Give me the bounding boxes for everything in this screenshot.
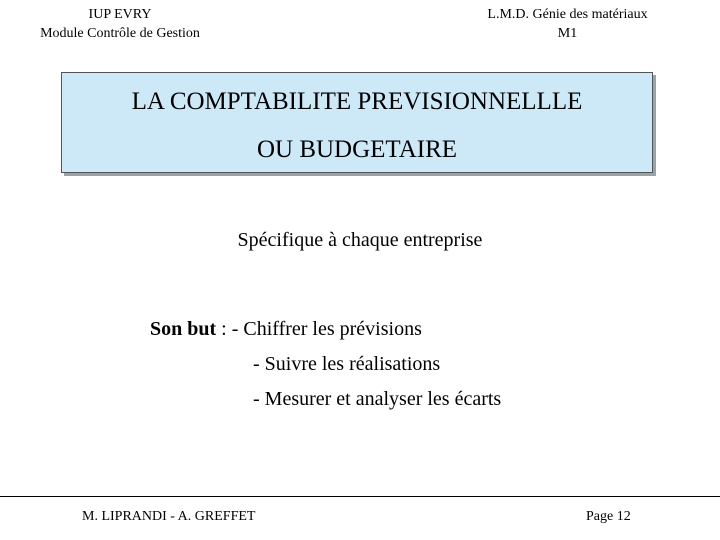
- goal-row-3: [150, 382, 501, 417]
- goal-item: - Suivre les réalisations: [253, 353, 441, 375]
- goal-item: - Chiffrer les prévisions: [231, 318, 422, 340]
- footer-divider: [0, 496, 720, 497]
- header-level: M1: [557, 26, 578, 41]
- footer-page-number: Page 12: [586, 509, 631, 524]
- footer-authors: M. LIPRANDI - A. GREFFET: [82, 509, 256, 524]
- slide-subtitle: Spécifique à chaque entreprise: [237, 229, 483, 251]
- header-left: [25, 5, 215, 43]
- header-module: Module Contrôle de Gestion: [40, 26, 200, 41]
- goal-block: [150, 312, 501, 417]
- header-right: [470, 5, 665, 43]
- goal-label: Son but: [150, 318, 217, 340]
- header-school: IUP EVRY: [88, 7, 152, 22]
- goal-row-1: [150, 312, 501, 347]
- goal-item: - Mesurer et analyser les écarts: [253, 388, 502, 410]
- title-box: [61, 72, 653, 173]
- slide-title-line1: LA COMPTABILITE PREVISIONNELLLE: [131, 88, 583, 115]
- header-program: L.M.D. Génie des matériaux: [487, 7, 648, 22]
- goal-row-2: [150, 347, 501, 382]
- goal-separator: :: [216, 318, 232, 340]
- slide-title-line2: OU BUDGETAIRE: [256, 136, 458, 163]
